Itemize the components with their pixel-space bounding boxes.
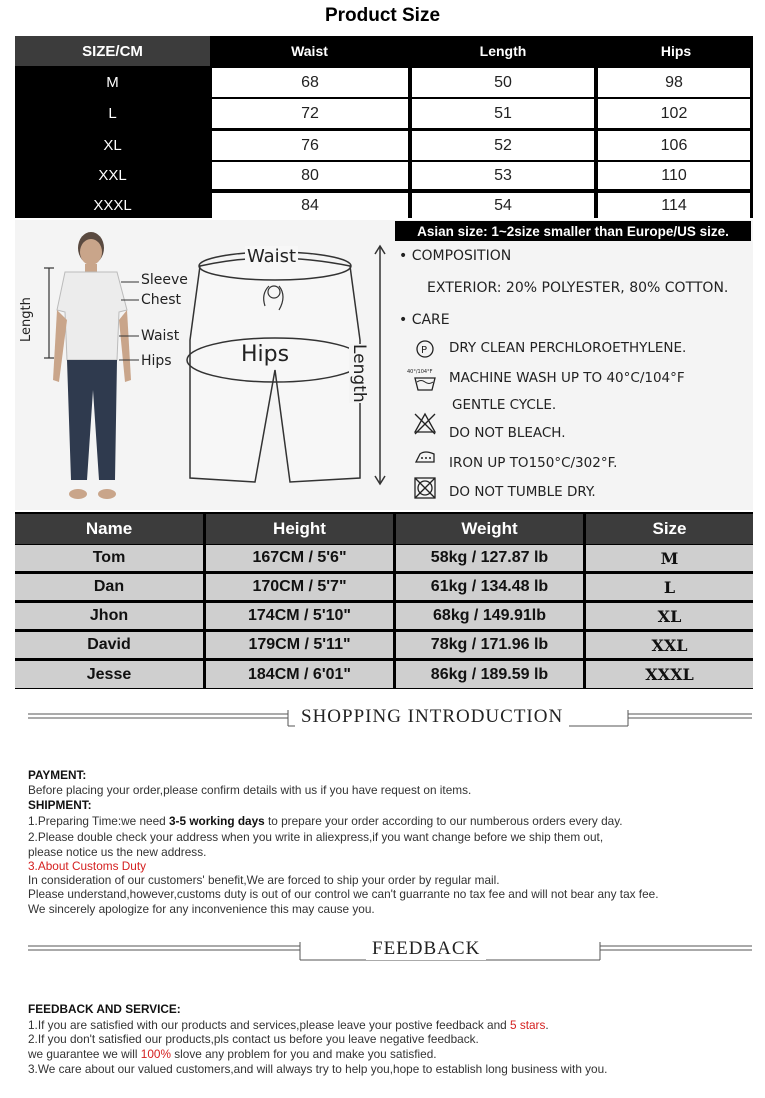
five-stars-highlight: 5 stars bbox=[509, 1018, 546, 1032]
size-cell: 102 bbox=[598, 99, 750, 128]
model-name: Dan bbox=[15, 574, 203, 600]
model-height: 174CM / 5'10" bbox=[206, 603, 393, 629]
model-height: 167CM / 5'6" bbox=[206, 545, 393, 571]
wash-tub-icon bbox=[407, 369, 435, 390]
model-size: XXXL bbox=[586, 661, 753, 688]
feedback-section-title: FEEDBACK bbox=[366, 938, 486, 960]
page-title: Product Size bbox=[324, 5, 441, 26]
shipment-line: please notice us the new address. bbox=[28, 845, 207, 859]
body-length-label: Length bbox=[19, 297, 34, 342]
svg-text:40°/104°F: 40°/104°F bbox=[407, 369, 433, 375]
model-weight: 78kg / 171.96 lb bbox=[396, 632, 583, 658]
shorts-hips-label: Hips bbox=[241, 342, 290, 367]
care-item: MACHINE WASH UP TO 40°C/104°F bbox=[449, 370, 685, 386]
asian-size-note: Asian size: 1~2size smaller than Europe/US size. bbox=[395, 221, 751, 241]
size-cell: 80 bbox=[212, 162, 408, 189]
model-size: XXL bbox=[586, 632, 753, 658]
feedback-line-part: we guarantee we will bbox=[28, 1047, 141, 1061]
size-header-length: Length bbox=[479, 43, 527, 59]
measurement-diagram bbox=[15, 220, 753, 510]
care-item: DRY CLEAN PERCHLOROETHYLENE. bbox=[449, 340, 687, 356]
care-item: DO NOT TUMBLE DRY. bbox=[449, 484, 596, 500]
shipment-line-part: to prepare your order according to our numberous orders every day. bbox=[264, 814, 623, 828]
feedback-line-part: slove any problem for you and make you satisfied. bbox=[170, 1047, 437, 1061]
working-days-highlight: 3-5 working days bbox=[169, 814, 265, 828]
feedback-line: 2.If you don't satisfied our products,pls contact us before you leave negative feedback. bbox=[28, 1032, 479, 1046]
size-label: XXXL bbox=[93, 197, 132, 214]
size-cell: 51 bbox=[412, 99, 594, 128]
care-item: IRON UP TO150°C/302°F. bbox=[449, 455, 618, 471]
model-weight: 68kg / 149.91lb bbox=[396, 603, 583, 629]
size-table bbox=[15, 36, 753, 218]
size-cell: 72 bbox=[212, 99, 408, 128]
size-label: XXL bbox=[98, 167, 127, 184]
no-bleach-icon bbox=[415, 414, 435, 434]
shipment-line: 2.Please double check your address when you write in aliexpress,if you want change before we ship them out, bbox=[28, 830, 604, 844]
composition-heading: • COMPOSITION bbox=[399, 248, 512, 264]
size-label: XL bbox=[103, 137, 122, 154]
size-cell: 76 bbox=[212, 131, 408, 160]
model-header-weight: Weight bbox=[396, 514, 583, 544]
feedback-line-part: 1.If you are satisfied with our products and services,please leave your postive feedback and bbox=[28, 1018, 510, 1032]
model-header-height: Height bbox=[206, 514, 393, 544]
size-cell: 54 bbox=[412, 193, 594, 218]
size-cell: 106 bbox=[598, 131, 750, 160]
model-size: M bbox=[586, 545, 753, 571]
feedback-line bbox=[28, 1018, 549, 1032]
shorts-waist-label: Waist bbox=[247, 246, 297, 267]
size-header-hips: Hips bbox=[660, 43, 692, 59]
model-header-name: Name bbox=[15, 514, 203, 544]
shipment-line: We sincerely apologize for any inconvenience this may cause you. bbox=[28, 902, 375, 916]
model-figure-image bbox=[15, 220, 395, 510]
feedback-line-part: . bbox=[545, 1018, 549, 1032]
feedback-line bbox=[28, 1047, 437, 1061]
shipment-line: In consideration of our customers' benefit,We are forced to ship your order by regular mail. bbox=[28, 873, 500, 887]
care-item: DO NOT BLEACH. bbox=[449, 425, 566, 441]
model-weight: 61kg / 134.48 lb bbox=[396, 574, 583, 600]
customs-duty-heading: 3.About Customs Duty bbox=[28, 859, 147, 873]
size-cell: 114 bbox=[598, 193, 750, 218]
model-weight: 58kg / 127.87 lb bbox=[396, 545, 583, 571]
size-label: L bbox=[108, 105, 117, 122]
model-table bbox=[15, 512, 753, 689]
composition-text: EXTERIOR: 20% POLYESTER, 80% COTTON. bbox=[427, 280, 729, 296]
shipment-line bbox=[28, 814, 623, 828]
care-icons bbox=[407, 338, 443, 503]
shorts-length-label: Length bbox=[349, 344, 369, 403]
iron-icon bbox=[416, 452, 434, 462]
feedback-heading: FEEDBACK AND SERVICE: bbox=[28, 1002, 181, 1016]
size-cell: 110 bbox=[598, 162, 750, 189]
dry-clean-icon bbox=[417, 341, 433, 357]
percent-highlight: 100% bbox=[140, 1047, 171, 1061]
size-cell: 84 bbox=[212, 193, 408, 218]
size-cell: 68 bbox=[212, 68, 408, 97]
size-cell: 53 bbox=[412, 162, 594, 189]
shopping-section-title: SHOPPING INTRODUCTION bbox=[295, 706, 569, 728]
model-height: 170CM / 5'7" bbox=[206, 574, 393, 600]
no-tumble-dry-icon bbox=[415, 478, 435, 498]
payment-text: Before placing your order,please confirm details with us if you have request on items. bbox=[28, 783, 472, 797]
body-waist-label: Waist bbox=[141, 328, 180, 344]
size-header-size: SIZE/CM bbox=[15, 36, 210, 66]
size-header-waist: Waist bbox=[291, 43, 328, 59]
model-name: David bbox=[15, 632, 203, 658]
body-sleeve-label: Sleeve bbox=[141, 272, 188, 288]
model-name: Jhon bbox=[15, 603, 203, 629]
shipment-line: Please understand,however,customs duty is out of our control we can't guarrante no tax fee and will not bear any tax fee. bbox=[28, 887, 659, 901]
shipment-line-part: 1.Preparing Time:we need bbox=[28, 814, 169, 828]
model-header-size: Size bbox=[586, 514, 753, 544]
model-name: Tom bbox=[15, 545, 203, 571]
payment-heading: PAYMENT: bbox=[28, 768, 87, 782]
body-hips-label: Hips bbox=[141, 353, 172, 369]
size-cell: 50 bbox=[412, 68, 594, 97]
model-height: 184CM / 6'01" bbox=[206, 661, 393, 688]
size-label: M bbox=[106, 74, 119, 91]
model-name: Jesse bbox=[15, 661, 203, 688]
model-size: L bbox=[586, 574, 753, 600]
care-item: GENTLE CYCLE. bbox=[452, 397, 557, 413]
care-heading: • CARE bbox=[399, 312, 450, 328]
model-weight: 86kg / 189.59 lb bbox=[396, 661, 583, 688]
size-cell: 98 bbox=[598, 68, 750, 97]
body-chest-label: Chest bbox=[141, 292, 182, 308]
feedback-line: 3.We care about our valued customers,and will always try to help you,hope to establish long business with you. bbox=[28, 1062, 608, 1076]
model-height: 179CM / 5'11" bbox=[206, 632, 393, 658]
svg-text:P: P bbox=[421, 345, 428, 356]
model-size: XL bbox=[586, 603, 753, 629]
size-cell: 52 bbox=[412, 131, 594, 160]
shipment-heading: SHIPMENT: bbox=[28, 798, 92, 812]
